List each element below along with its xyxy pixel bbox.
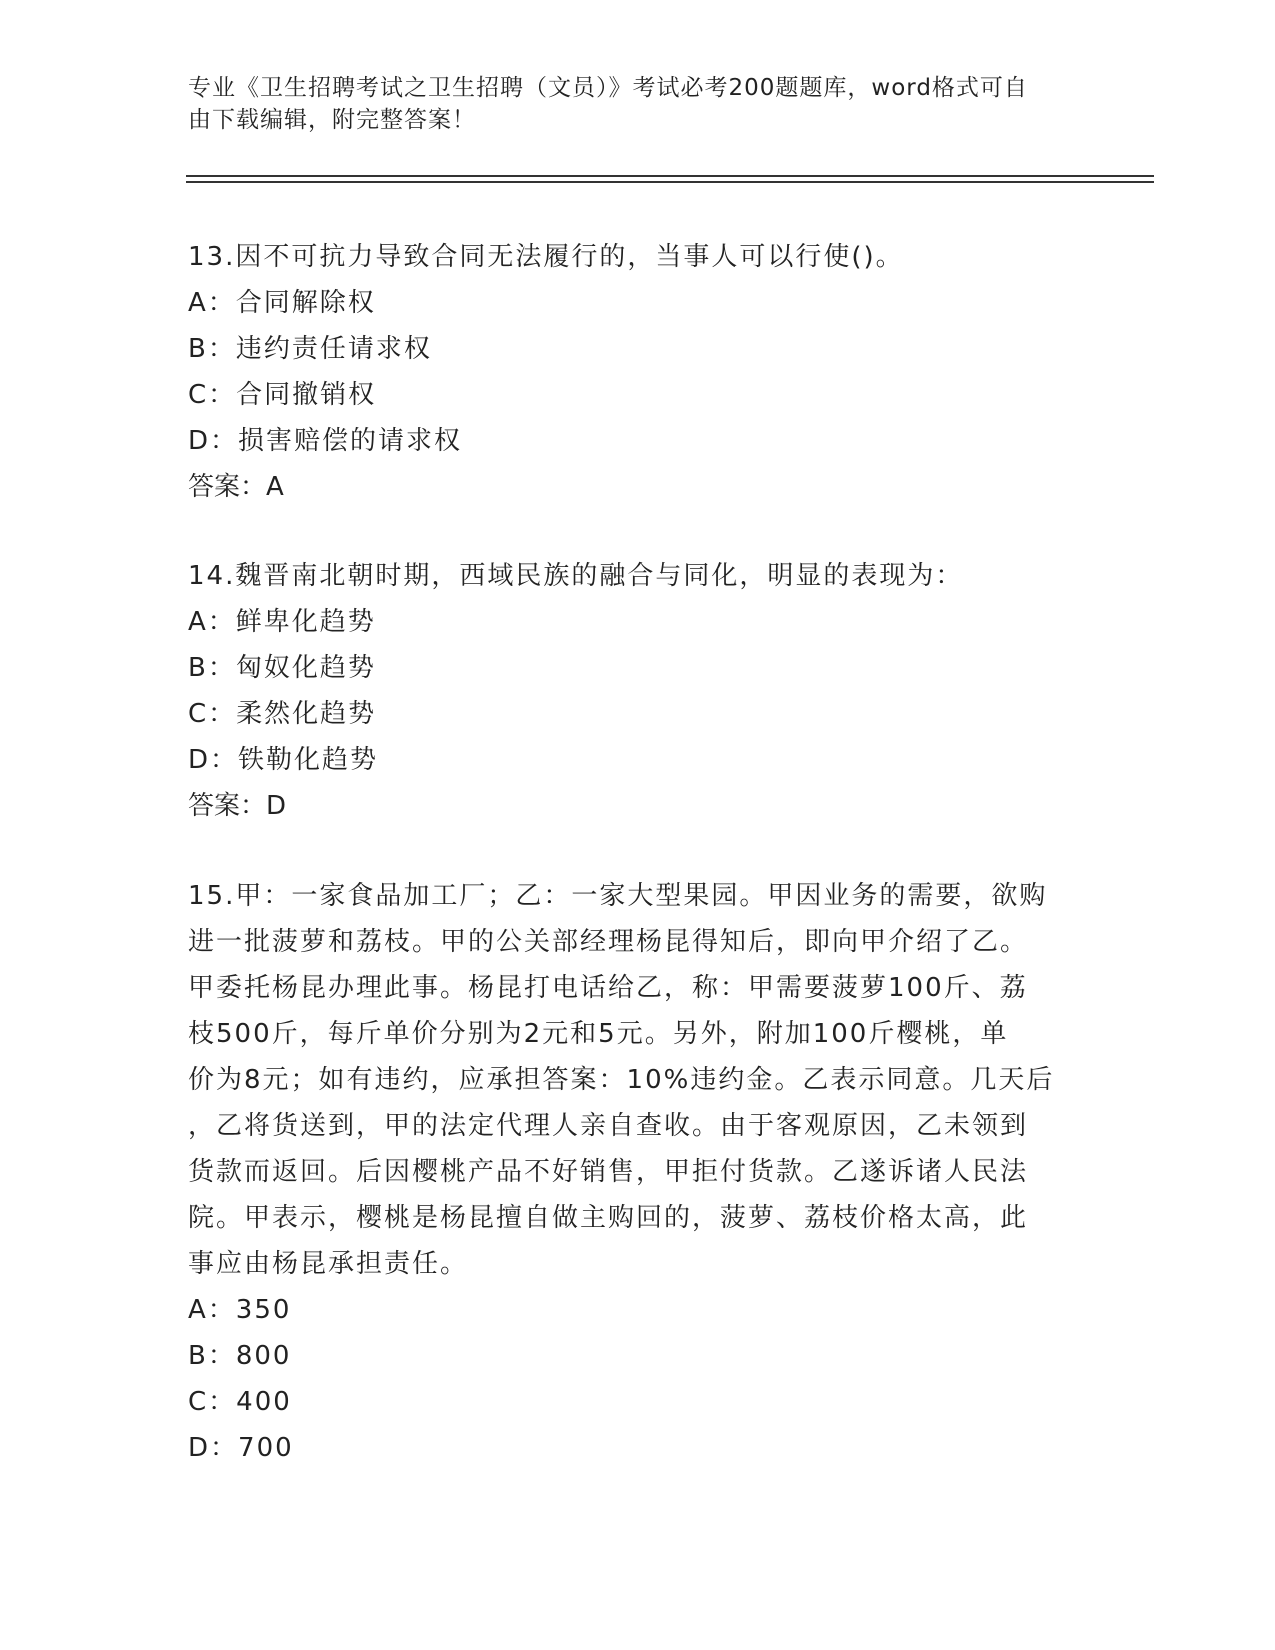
stem-line: 事应由杨昆承担责任。 xyxy=(188,1249,469,1279)
question-15 xyxy=(188,873,1088,1471)
question-stem: 14.魏晋南北朝时期，西域民族的融合与同化，明显的表现为： xyxy=(188,561,964,591)
question-13 xyxy=(188,234,1088,510)
option-d: D：铁勒化趋势 xyxy=(188,745,379,775)
option-d: D：损害赔偿的请求权 xyxy=(188,426,463,456)
stem-line: 甲委托杨昆办理此事。杨昆打电话给乙，称：甲需要菠萝100斤、荔 xyxy=(188,973,1028,1003)
answer: 答案：A xyxy=(188,472,284,502)
option-b: B：违约责任请求权 xyxy=(188,334,432,364)
question-14 xyxy=(188,553,1088,829)
option-c: C：合同撤销权 xyxy=(188,380,377,410)
header-line-2: 由下载编辑，附完整答案！ xyxy=(188,107,476,133)
question-stem: 13.因不可抗力导致合同无法履行的，当事人可以行使()。 xyxy=(188,242,904,272)
stem-line: 进一批菠萝和荔枝。甲的公关部经理杨昆得知后，即向甲介绍了乙。 xyxy=(188,927,1029,957)
header-divider-top xyxy=(186,175,1154,177)
stem-line: 院。甲表示，樱桃是杨昆擅自做主购回的，菠萝、荔枝价格太高，此 xyxy=(188,1203,1029,1233)
option-b: B：800 xyxy=(188,1341,292,1371)
option-a: A：鲜卑化趋势 xyxy=(188,607,376,637)
question-stem xyxy=(188,873,1088,1287)
option-b: B：匈奴化趋势 xyxy=(188,653,376,683)
stem-line: 15.甲：一家食品加工厂；乙：一家大型果园。甲因业务的需要，欲购 xyxy=(188,881,1048,911)
option-c: C：400 xyxy=(188,1387,292,1417)
document-header xyxy=(188,72,1068,136)
stem-line: 枝500斤，每斤单价分别为2元和5元。另外，附加100斤樱桃，单 xyxy=(188,1019,1009,1049)
header-line-1: 专业《卫生招聘考试之卫生招聘（文员）》考试必考200题题库，word格式可自 xyxy=(188,75,1028,101)
stem-line: ，乙将货送到，甲的法定代理人亲自查收。由于客观原因，乙未领到 xyxy=(188,1111,1029,1141)
option-a: A：合同解除权 xyxy=(188,288,376,318)
option-a: A：350 xyxy=(188,1295,292,1325)
stem-line: 货款而返回。后因樱桃产品不好销售，甲拒付货款。乙遂诉诸人民法 xyxy=(188,1157,1029,1187)
answer: 答案：D xyxy=(188,791,287,821)
stem-line: 价为8元；如有违约，应承担答案：10%违约金。乙表示同意。几天后 xyxy=(188,1065,1055,1095)
header-divider-bottom xyxy=(186,181,1154,183)
option-c: C：柔然化趋势 xyxy=(188,699,377,729)
option-d: D：700 xyxy=(188,1433,294,1463)
